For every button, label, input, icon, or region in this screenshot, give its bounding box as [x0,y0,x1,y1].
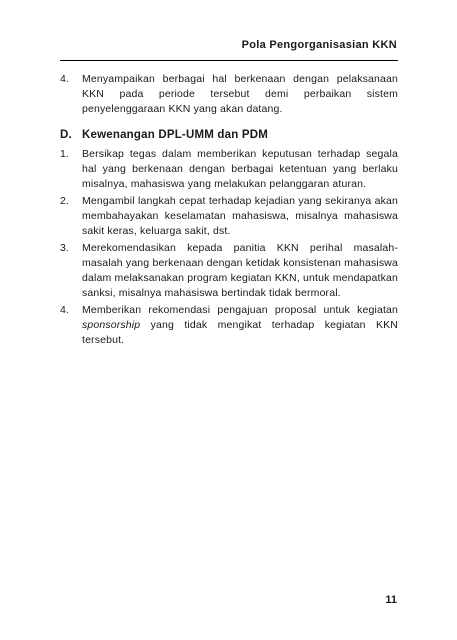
list-item [60,194,398,239]
list-item-text: Bersikap tegas dalam memberikan keputusan terhadap segala hal yang berkenaan dengan berbagai ketentuan yang berlaku misalnya, mahasiswa yang melakukan pelanggaran aturan. [82,148,398,190]
running-header-title: Pola Pengorganisasian KKN [241,39,397,51]
section-title: Kewenangan DPL-UMM dan PDM [82,129,269,141]
list-item-text-part: Memberikan rekomendasi pengajuan proposal untuk kegiatan [82,304,398,316]
list-item-text: Mengambil langkah cepat terhadap kejadian yang sekiranya akan membahayakan keselamatan mahasiswa, misalnya mahasiswa sakit keras, keluarga sakit, dst. [82,195,398,237]
list-item-text: Merekomendasikan kepada panitia KKN perihal masalah-masalah yang berkenaan dengan ketidak konsistenan mahasiswa dalam melaksanakan program kegiatan KKN, untuk mendapatkan sanksi, misalnya mahasiswa bertindak tidak bermoral. [82,242,398,299]
page-body [60,72,398,350]
page-number: 11 [385,594,397,606]
list-item-number: 4. [60,73,69,85]
header-divider [60,60,398,61]
list-item [60,303,398,348]
section-letter: D. [60,129,72,141]
list-item-number: 1. [60,148,69,160]
list-item [60,241,398,301]
list-item-text: Menyampaikan berbagai hal berkenaan dengan pelaksanaan KKN pada periode tersebut demi perbaikan sistem penyelenggaraan KKN yang akan datang. [82,73,398,115]
section-heading [60,129,398,141]
list-item-number: 3. [60,242,69,254]
list-item-text [82,303,398,348]
list-item-number: 4. [60,304,69,316]
list-item [60,147,398,192]
list-item [60,72,398,117]
list-item-text-part: yang tidak mengikat terhadap kegiatan KKN tersebut. [82,319,398,346]
italic-term: sponsorship [82,319,141,331]
list-item-number: 2. [60,195,69,207]
